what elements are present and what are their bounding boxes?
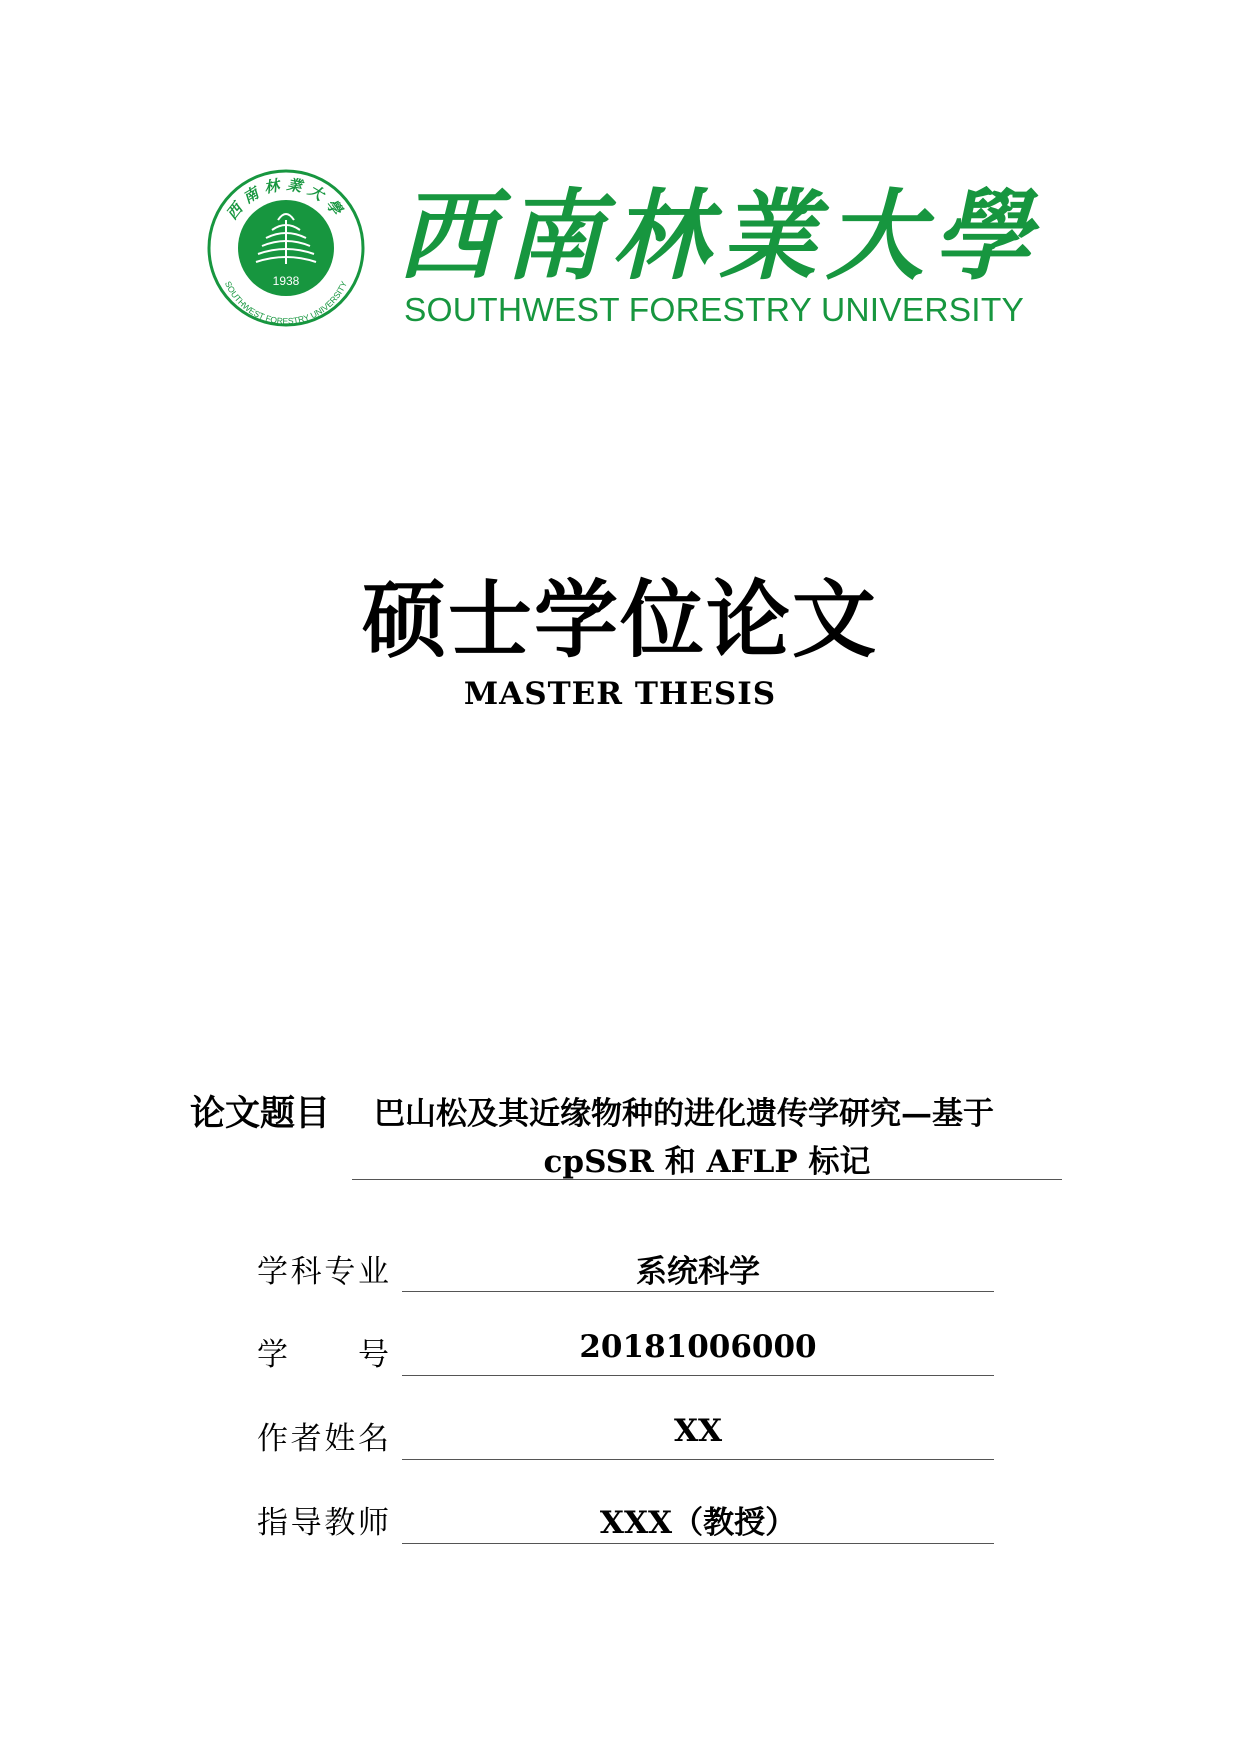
author-value: XX <box>673 1413 723 1449</box>
advisor-underline <box>402 1543 994 1544</box>
major-value: 系统科学 <box>636 1254 760 1290</box>
university-name-char: 大 <box>825 178 924 294</box>
university-name-char: 林 <box>611 178 710 294</box>
advisor-value: XXX（教授） <box>599 1505 797 1541</box>
student-id-underline <box>402 1375 994 1376</box>
student-id-label: 学 号 <box>257 1337 389 1373</box>
topic-title-line-2: cpSSR 和 AFLP 标记 <box>543 1144 871 1180</box>
university-name-char: 業 <box>718 178 817 294</box>
university-name-chinese <box>397 166 1031 294</box>
degree-title-english: MASTER THESIS <box>463 676 777 712</box>
university-name-char: 西 <box>397 178 496 294</box>
major-label: 学科专业 <box>257 1254 389 1290</box>
seal-text-cn: 西南林業大學 <box>222 175 350 224</box>
advisor-label: 指导教师 <box>257 1505 389 1541</box>
topic-underline <box>352 1179 1062 1180</box>
author-underline <box>402 1459 994 1460</box>
topic-label: 论文题目 <box>190 1093 331 1134</box>
student-id-value: 20181006000 <box>579 1329 817 1365</box>
seal-text-en: SOUTHWEST FORESTRY UNIVERSITY <box>222 279 350 327</box>
author-label: 作者姓名 <box>257 1421 389 1457</box>
university-seal-logo <box>206 168 366 328</box>
major-underline <box>402 1291 994 1292</box>
topic-title-line-1: 巴山松及其近缘物种的进化遗传学研究—基于 <box>374 1096 994 1132</box>
university-name-english: SOUTHWEST FORESTRY UNIVERSITY <box>403 292 1025 329</box>
university-name-char: 學 <box>932 178 1031 294</box>
university-name-char: 南 <box>504 178 603 294</box>
seal-year: 1938 <box>272 274 300 288</box>
degree-title-chinese: 硕士学位论文 <box>361 571 878 669</box>
